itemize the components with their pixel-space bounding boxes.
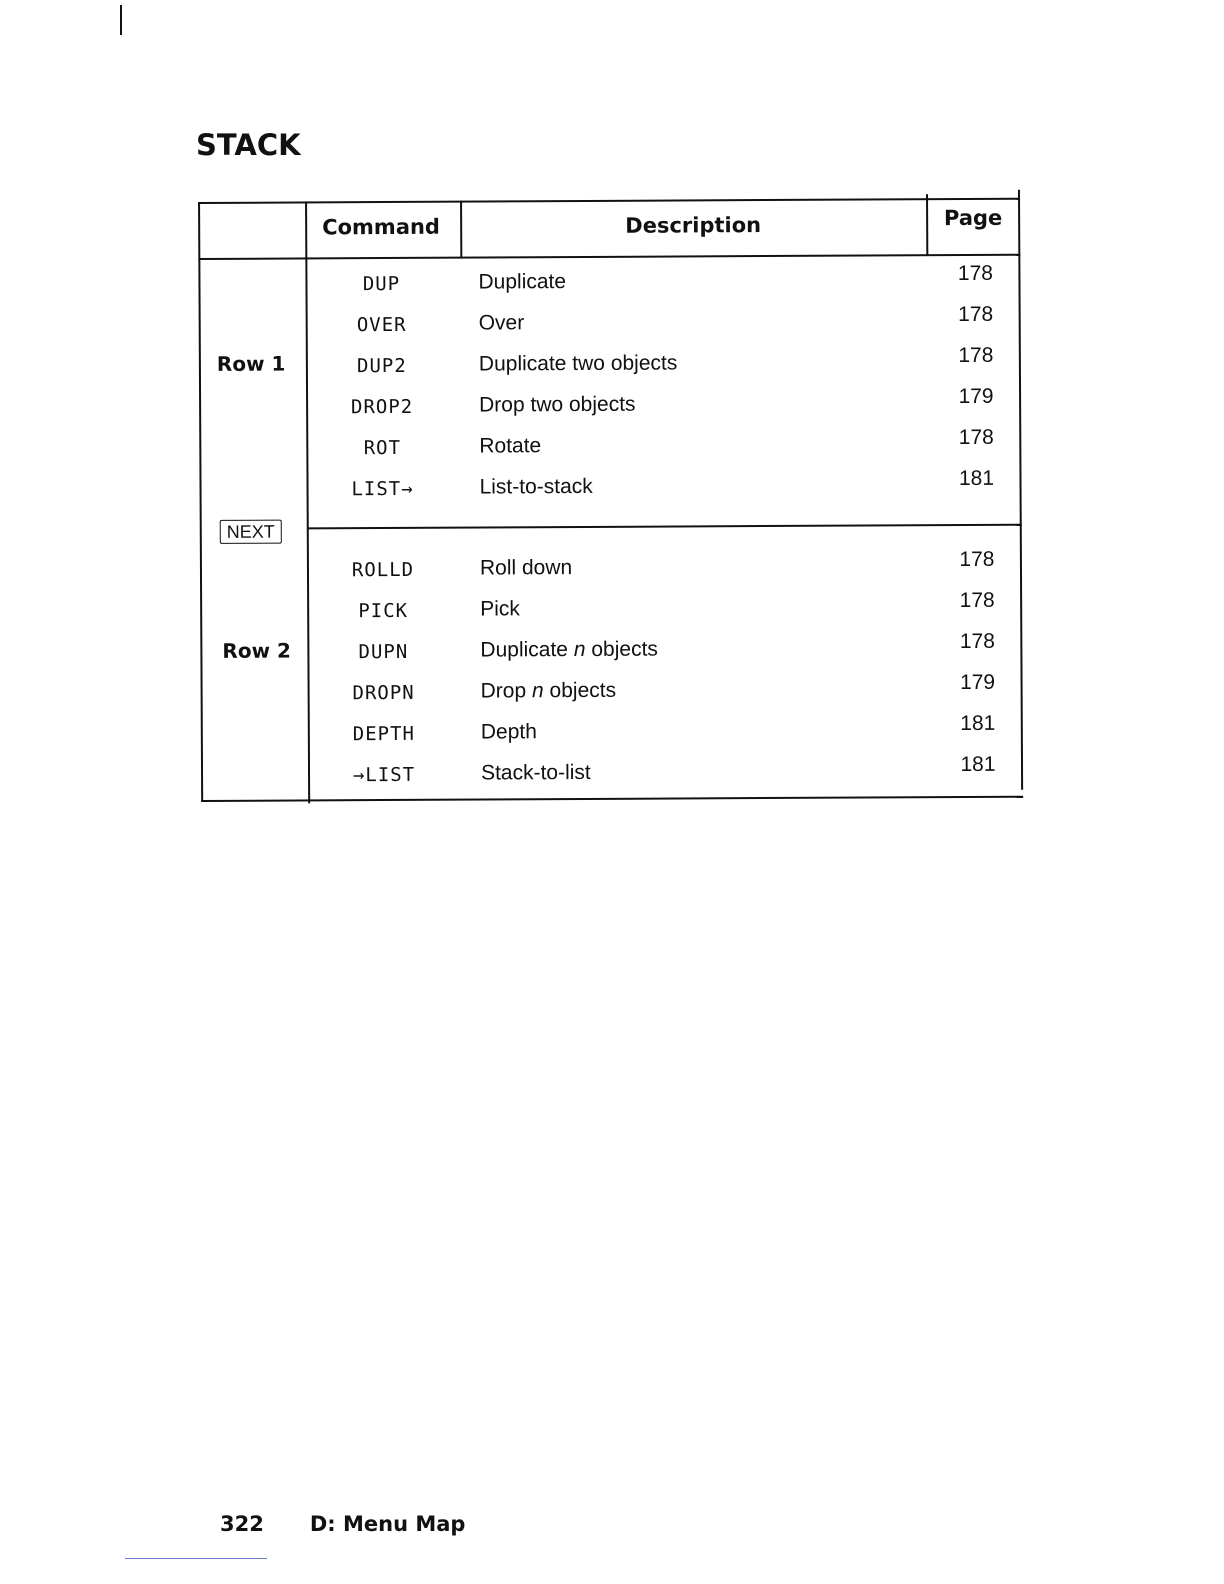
command-cell: ROLLD (351, 558, 415, 582)
page-number: 322 (220, 1512, 264, 1536)
page-cell: 178 (958, 343, 994, 368)
page-cell: 178 (958, 302, 994, 327)
description-cell: List-to-stack (479, 474, 593, 499)
command-cell: LIST→ (351, 477, 414, 501)
page-cell: 181 (960, 711, 996, 736)
description-text: Drop (480, 679, 527, 703)
margin-change-bar (120, 5, 122, 35)
table-row (309, 710, 1021, 754)
header-command: Command (322, 214, 441, 240)
table-border-top (198, 198, 1020, 204)
command-cell: ROT (363, 436, 402, 460)
row-group-divider (308, 524, 1022, 530)
description-text: objects (549, 678, 617, 703)
description-cell: Rotate (479, 434, 542, 458)
header-page: Page (943, 205, 1003, 231)
description-text: objects (591, 637, 658, 661)
description-cell: Pick (480, 597, 520, 621)
description-cell: Roll down (479, 556, 573, 580)
table-row (307, 383, 1019, 427)
command-cell: DROP2 (350, 395, 414, 419)
page-cell: 181 (960, 752, 996, 777)
description-text: Duplicate (480, 638, 569, 662)
description-cell: Stack-to-list (480, 760, 591, 785)
next-key: NEXT (220, 520, 282, 544)
command-cell: DROPN (352, 681, 415, 705)
command-cell: PICK (358, 599, 409, 623)
page-cell: 178 (957, 261, 994, 286)
table-row (307, 301, 1019, 345)
row-1-label: Row 1 (216, 351, 286, 376)
description-variable: n (531, 679, 544, 703)
command-cell: DUP2 (356, 354, 407, 378)
table-row (308, 587, 1020, 631)
header-divider (198, 254, 1020, 260)
table-row (307, 465, 1019, 509)
description-cell: Over (478, 311, 525, 335)
command-cell: DUPN (358, 640, 409, 664)
chapter-title: D: Menu Map (309, 1512, 466, 1536)
header-description: Description (625, 213, 762, 238)
page-cell: 181 (958, 466, 995, 491)
table-border-left (198, 204, 203, 802)
page-cell: 179 (959, 670, 996, 695)
description-variable: n (573, 637, 586, 662)
page-footer (220, 1512, 465, 1536)
description-cell: Depth (480, 720, 537, 744)
section-title: STACK (196, 128, 301, 162)
table-row (307, 424, 1019, 468)
table-row (309, 669, 1021, 713)
page-cell: 178 (959, 629, 995, 654)
description-cell: Duplicate two objects (478, 351, 678, 376)
command-cell: DUP (362, 272, 401, 296)
description-cell: Duplicate (478, 270, 567, 294)
table-border-bottom (201, 796, 1023, 802)
page-cell: 178 (959, 588, 995, 613)
page-cell: 178 (958, 425, 994, 450)
command-cell: DEPTH (352, 722, 415, 746)
command-cell: OVER (356, 313, 407, 337)
table-row (308, 628, 1020, 672)
stack-menu-table (198, 190, 1023, 796)
table-row (309, 751, 1021, 795)
page-cell: 178 (959, 547, 995, 572)
page-cell: 179 (958, 384, 994, 409)
footer-rule (125, 1558, 267, 1559)
table-row (306, 260, 1018, 304)
row-2-label: Row 2 (222, 638, 291, 663)
description-cell (481, 679, 617, 704)
description-cell: Drop two objects (479, 392, 636, 417)
command-cell: →LIST (352, 763, 416, 787)
table-row (307, 342, 1019, 386)
description-cell (480, 638, 658, 663)
table-row (308, 546, 1020, 590)
